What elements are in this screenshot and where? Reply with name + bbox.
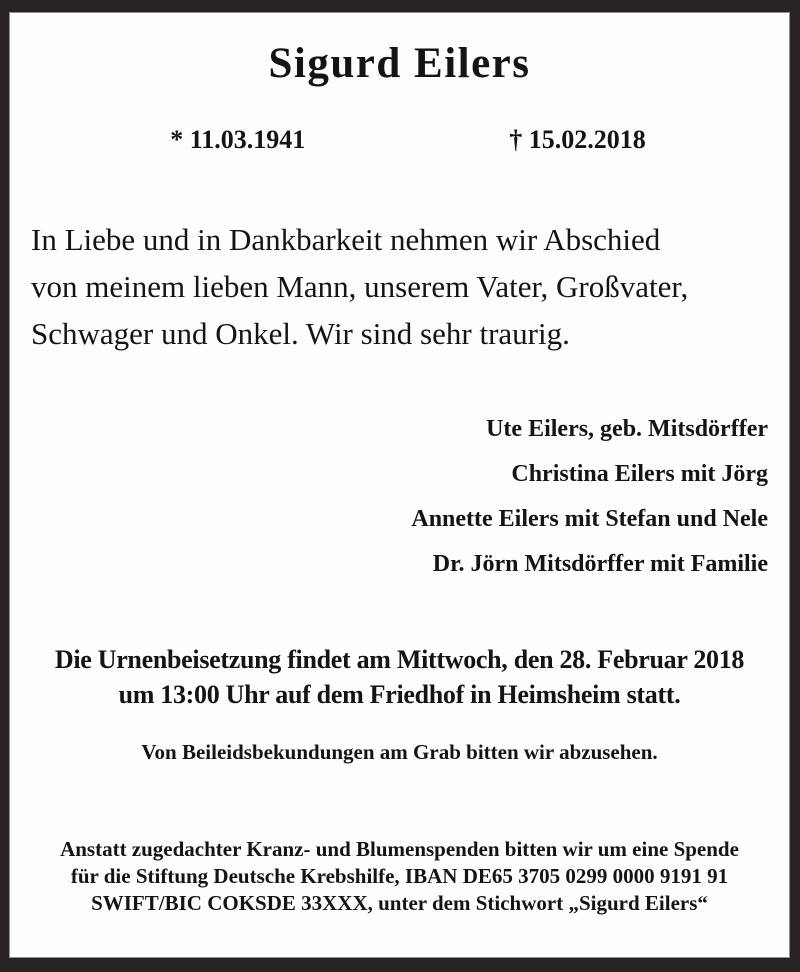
mourner-name: Dr. Jörn Mitsdörffer mit Familie [432,550,768,577]
donation-line: für die Stiftung Deutsche Krebshilfe, IBAN DE65 3705 0299 0000 9191 91 [70,863,729,888]
mourner-name: Ute Eilers, geb. Mitsdörffer [486,415,768,442]
mourner-name: Annette Eilers mit Stefan und Nele [411,505,768,532]
condolence-note: Von Beileidsbekundungen am Grab bitten wir abzusehen. [141,739,658,764]
donation-line: Anstatt zugedachter Kranz- und Blumenspenden bitten wir um eine Spende [60,836,739,861]
intro-line: von meinem lieben Mann, unserem Vater, Großvater, [31,268,689,304]
donation-line: SWIFT/BIC COKSDE 33XXX, unter dem Stichwort „Sigurd Eilers“ [91,890,708,915]
intro-paragraph [10,216,789,357]
mourners-list [10,407,789,587]
mourner-name: Christina Eilers mit Jörg [511,460,768,487]
dates-row [10,124,789,155]
death-date: † 15.02.2018 [509,124,646,154]
deceased-name: Sigurd Eilers [268,40,531,87]
funeral-info-line: um 13:00 Uhr auf dem Friedhof in Heimsheim statt. [118,679,681,709]
donation-info [10,836,789,917]
funeral-info [10,642,789,712]
birth-date: * 11.03.1941 [170,124,306,154]
intro-line: In Liebe und in Dankbarkeit nehmen wir Abschied [31,221,661,257]
obituary-paper [9,12,790,958]
funeral-info-line: Die Urnenbeisetzung findet am Mittwoch, den 28. Februar 2018 [54,644,745,674]
intro-line: Schwager und Onkel. Wir sind sehr traurig. [31,315,570,351]
